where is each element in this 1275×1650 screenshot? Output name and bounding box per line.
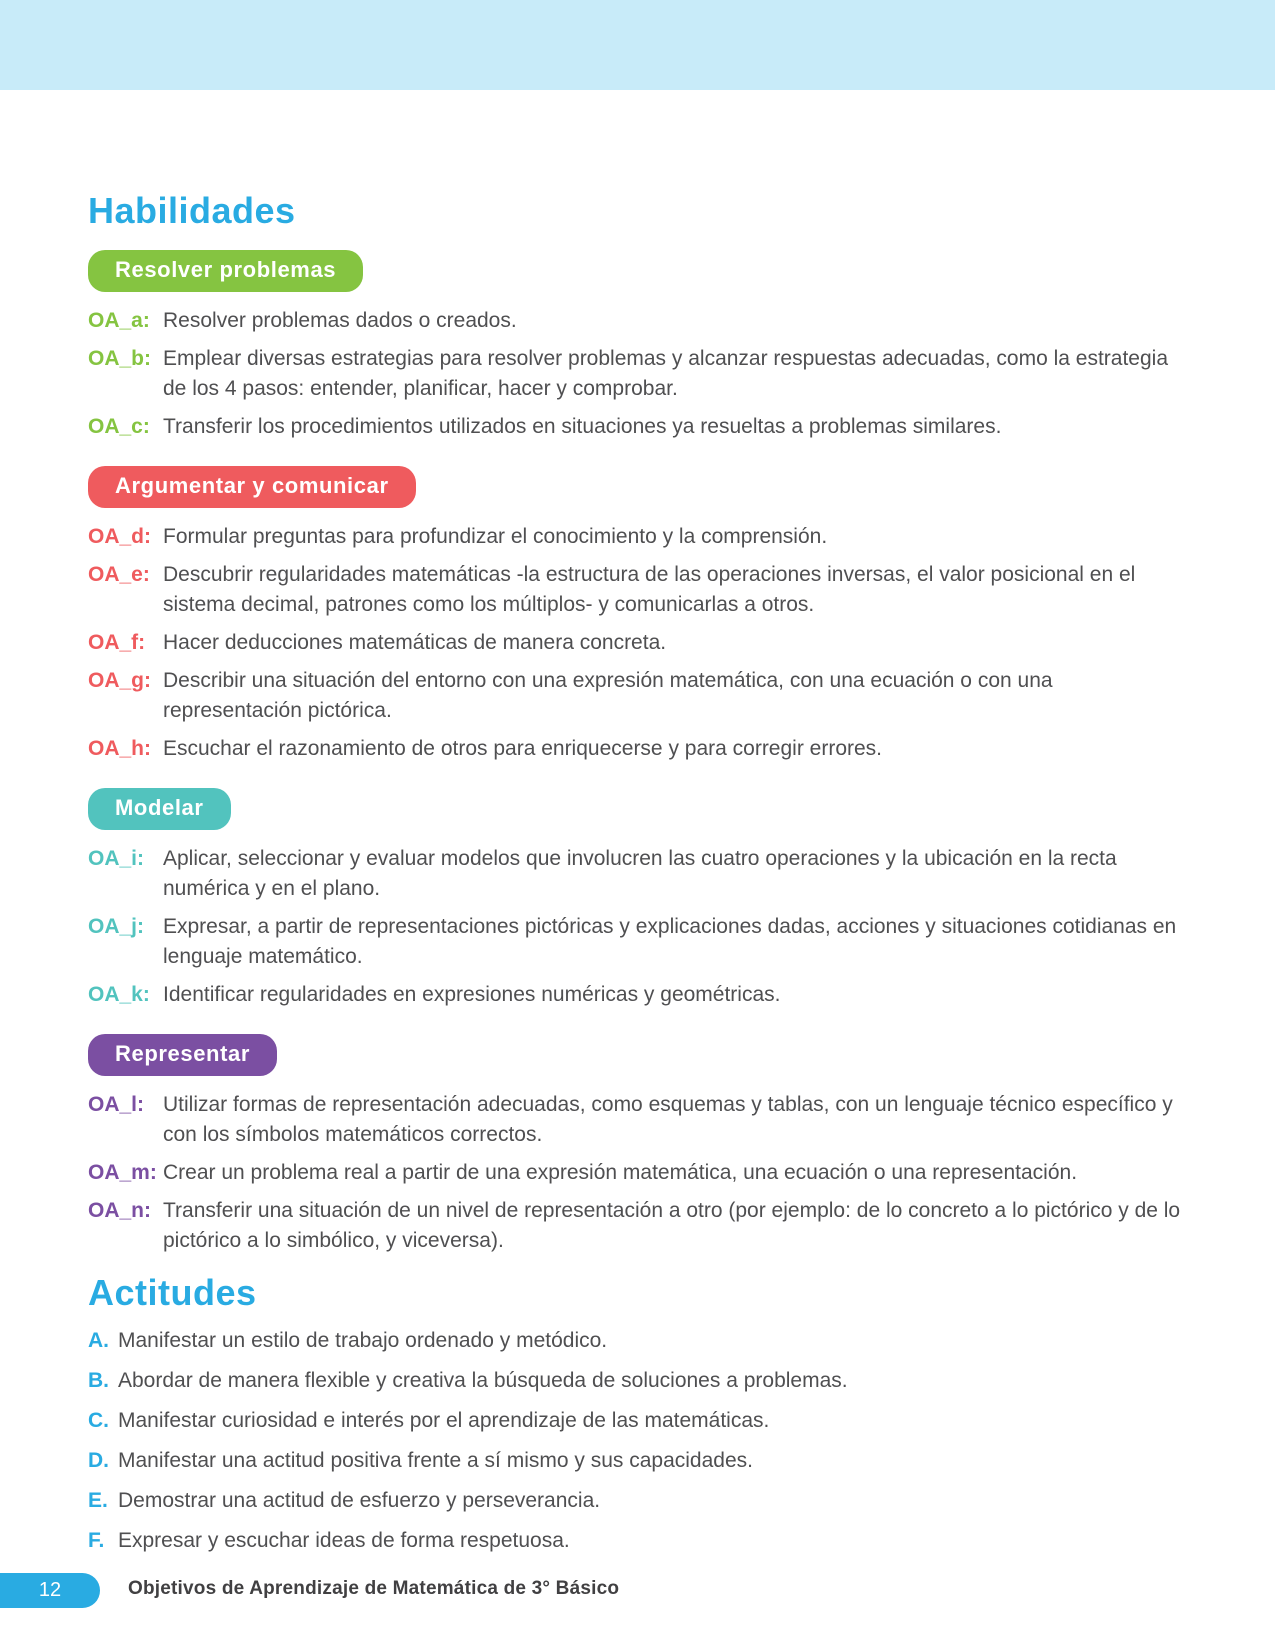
- objective-text: Transferir una situación de un nivel de representación a otro (por ejemplo: de lo concreto a lo pictórico y de lo pictórico a lo simbólico, y viceversa).: [163, 1199, 1181, 1252]
- objective-item-oa-j: [88, 912, 1190, 972]
- actitudes-title: Actitudes: [88, 1272, 257, 1313]
- objective-text: Utilizar formas de representación adecuadas, como esquemas y tablas, con un lenguaje técnico específico y con los símbolos matemáticos correctos.: [163, 1093, 1173, 1146]
- objective-item-oa-a: [88, 306, 1190, 336]
- objective-label: OA_c:: [88, 415, 150, 438]
- objective-text: Transferir los procedimientos utilizados en situaciones ya resueltas a problemas similares.: [163, 415, 1002, 438]
- skill-section-modelar: [88, 772, 1190, 1010]
- objective-label: OA_f:: [88, 631, 146, 654]
- attitude-text: Manifestar una actitud positiva frente a sí mismo y sus capacidades.: [118, 1449, 753, 1472]
- attitude-label: C.: [88, 1409, 109, 1432]
- attitudes-list: [88, 1326, 1190, 1556]
- objective-item-oa-e: [88, 560, 1190, 620]
- attitude-item-f: [88, 1526, 1190, 1556]
- objective-text: Hacer deducciones matemáticas de manera concreta.: [163, 631, 667, 654]
- badge-representar: Representar: [88, 1034, 277, 1076]
- objective-label: OA_k:: [88, 983, 150, 1006]
- attitude-label: D.: [88, 1449, 109, 1472]
- attitude-text: Manifestar un estilo de trabajo ordenado y metódico.: [118, 1329, 608, 1352]
- objective-label: OA_h:: [88, 737, 151, 760]
- attitude-label: E.: [88, 1489, 108, 1512]
- attitude-item-e: [88, 1486, 1190, 1516]
- objective-item-oa-i: [88, 844, 1190, 904]
- footer-caption: Objetivos de Aprendizaje de Matemática de 3° Básico: [128, 1578, 620, 1599]
- objective-label: OA_l:: [88, 1093, 145, 1116]
- page-footer: [0, 1573, 1275, 1609]
- habilidades-title: Habilidades: [88, 190, 296, 231]
- objective-label: OA_b:: [88, 347, 151, 370]
- skill-section-argumentar-y-comunicar: [88, 450, 1190, 764]
- objective-label: OA_j:: [88, 915, 145, 938]
- badge-argumentar-y-comunicar: Argumentar y comunicar: [88, 466, 416, 508]
- objective-text: Identificar regularidades en expresiones numéricas y geométricas.: [163, 983, 781, 1006]
- page-number: 12: [38, 1579, 62, 1601]
- attitude-text: Demostrar una actitud de esfuerzo y perseverancia.: [118, 1489, 601, 1512]
- objective-label: OA_a:: [88, 309, 150, 332]
- objective-label: OA_d:: [88, 525, 151, 548]
- badge-resolver-problemas: Resolver problemas: [88, 250, 363, 292]
- skill-section-representar: [88, 1018, 1190, 1256]
- attitude-item-c: [88, 1406, 1190, 1436]
- attitude-item-a: [88, 1326, 1190, 1356]
- badge-modelar: Modelar: [88, 788, 231, 830]
- objective-item-oa-c: [88, 412, 1190, 442]
- objective-text: Emplear diversas estrategias para resolver problemas y alcanzar respuestas adecuadas, como la estrategia de los 4 pasos: entender, planificar, hacer y comprobar.: [163, 347, 1169, 400]
- attitude-label: F.: [88, 1529, 105, 1552]
- objective-item-oa-h: [88, 734, 1190, 764]
- attitude-label: B.: [88, 1369, 109, 1392]
- skill-section-resolver-problemas: [88, 232, 1190, 442]
- objective-label: OA_m:: [88, 1161, 157, 1184]
- attitude-item-b: [88, 1366, 1190, 1396]
- objective-label: OA_n:: [88, 1199, 151, 1222]
- page-content: [88, 90, 1190, 1566]
- objective-label: OA_g:: [88, 669, 151, 692]
- page-number-tab: [0, 1573, 100, 1608]
- objective-item-oa-l: [88, 1090, 1190, 1150]
- objective-text: Expresar, a partir de representaciones pictóricas y explicaciones dadas, acciones y situaciones cotidianas en lenguaje matemático.: [163, 915, 1177, 968]
- objective-text: Aplicar, seleccionar y evaluar modelos que involucren las cuatro operaciones y la ubicación en la recta numérica y en el plano.: [163, 847, 1117, 900]
- objective-text: Resolver problemas dados o creados.: [163, 309, 517, 332]
- objective-text: Describir una situación del entorno con una expresión matemática, con una ecuación o con una representación pictórica.: [163, 669, 1053, 722]
- objective-item-oa-d: [88, 522, 1190, 552]
- objective-item-oa-g: [88, 666, 1190, 726]
- top-banner: [0, 0, 1275, 90]
- attitude-item-d: [88, 1446, 1190, 1476]
- attitude-text: Expresar y escuchar ideas de forma respetuosa.: [118, 1529, 570, 1552]
- objective-label: OA_i:: [88, 847, 145, 870]
- objective-label: OA_e:: [88, 563, 150, 586]
- objective-item-oa-m: [88, 1158, 1190, 1188]
- objective-text: Formular preguntas para profundizar el conocimiento y la comprensión.: [163, 525, 828, 548]
- attitude-text: Manifestar curiosidad e interés por el aprendizaje de las matemáticas.: [118, 1409, 770, 1432]
- objective-text: Descubrir regularidades matemáticas -la estructura de las operaciones inversas, el valor posicional en el sistema decimal, patrones como los múltiplos- y comunicarlas a otros.: [163, 563, 1136, 616]
- objective-item-oa-b: [88, 344, 1190, 404]
- objective-item-oa-f: [88, 628, 1190, 658]
- objective-item-oa-k: [88, 980, 1190, 1010]
- objective-text: Escuchar el razonamiento de otros para enriquecerse y para corregir errores.: [163, 737, 883, 760]
- objective-text: Crear un problema real a partir de una expresión matemática, una ecuación o una representación.: [163, 1161, 1078, 1184]
- attitude-label: A.: [88, 1329, 109, 1352]
- attitude-text: Abordar de manera flexible y creativa la búsqueda de soluciones a problemas.: [118, 1369, 848, 1392]
- objective-item-oa-n: [88, 1196, 1190, 1256]
